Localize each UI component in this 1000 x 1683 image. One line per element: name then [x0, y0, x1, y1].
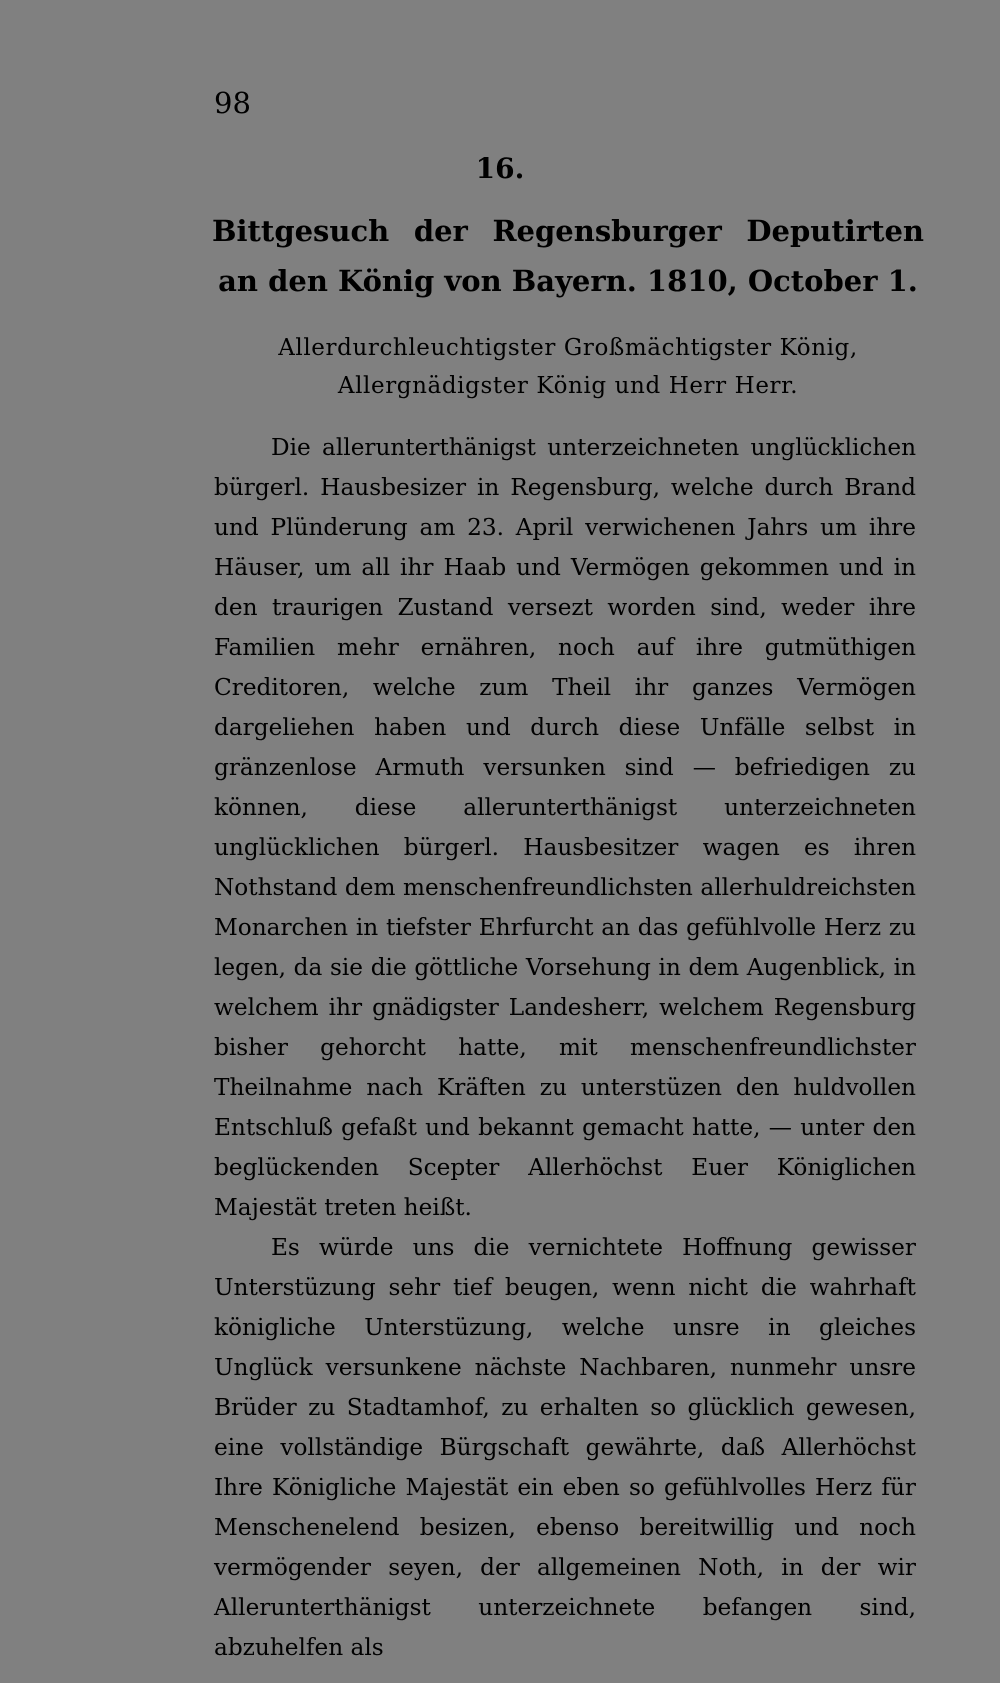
body-text — [214, 428, 916, 1668]
document-title: Bittgesuch der Regensburger Deputirten an den König von Bayern. 1810, October 1. — [212, 214, 924, 298]
paragraph: Es würde uns die vernichtete Hoffnung gewisser Unterstüzung sehr tief beugen, wenn nicht die wahrhaft königliche Unterstüzung, welche unsre in gleiches Unglück versunkene nächste Nachbaren, nunmehr unsre Brüder zu Stadtamhof, zu erhalten so glücklich gewesen, eine vollständige Bürgschaft gewährte, daß Allerhöchst Ihre Königliche Majestät ein eben so gefühlvolles Herz für Menschenelend besizen, ebenso bereitwillig und noch vermögender seyen, der allgemeinen Noth, in der wir Allerunterthänigst unterzeichnete befangen sind, abzuhelfen als — [214, 1234, 916, 1661]
document-number: 16. — [475, 152, 525, 185]
paragraph: Die allerunterthänigst unterzeichneten unglücklichen bürgerl. Hausbesizer in Regensburg, welche durch Brand und Plünderung am 23. April verwichenen Jahrs um ihre Häuser, um all ihr Haab und Vermögen gekommen und in den traurigen Zustand versezt worden sind, weder ihre Familien mehr ernähren, noch auf ihre gutmüthigen Creditoren, welche zum Theil ihr ganzes Vermögen dargeliehen haben und durch diese Unfälle selbst in gränzenlose Armuth versunken sind — befriedigen zu können, diese allerunterthänigst unterzeichneten unglücklichen bürgerl. Hausbesitzer wagen es ihren Nothstand dem menschenfreundlichsten allerhuldreichsten Monarchen in tiefster Ehrfurcht an das gefühlvolle Herz zu legen, da sie die göttliche Vorsehung in dem Augenblick, in welchem ihr gnädigster Landesherr, welchem Regensburg bisher gehorcht hatte, mit menschenfreundlichster Theilnahme nach Kräften zu unterstüzen den huldvollen Entschluß gefaßt und bekannt gemacht hatte, — unter den beglückenden Scepter Allerhöchst Euer Königlichen Majestät treten heißt. — [214, 434, 916, 1221]
salutation: Allerdurchleuchtigster Großmächtigster König, Allergnädigster König und Herr Herr. — [278, 335, 858, 399]
page-number: 98 — [214, 86, 251, 120]
